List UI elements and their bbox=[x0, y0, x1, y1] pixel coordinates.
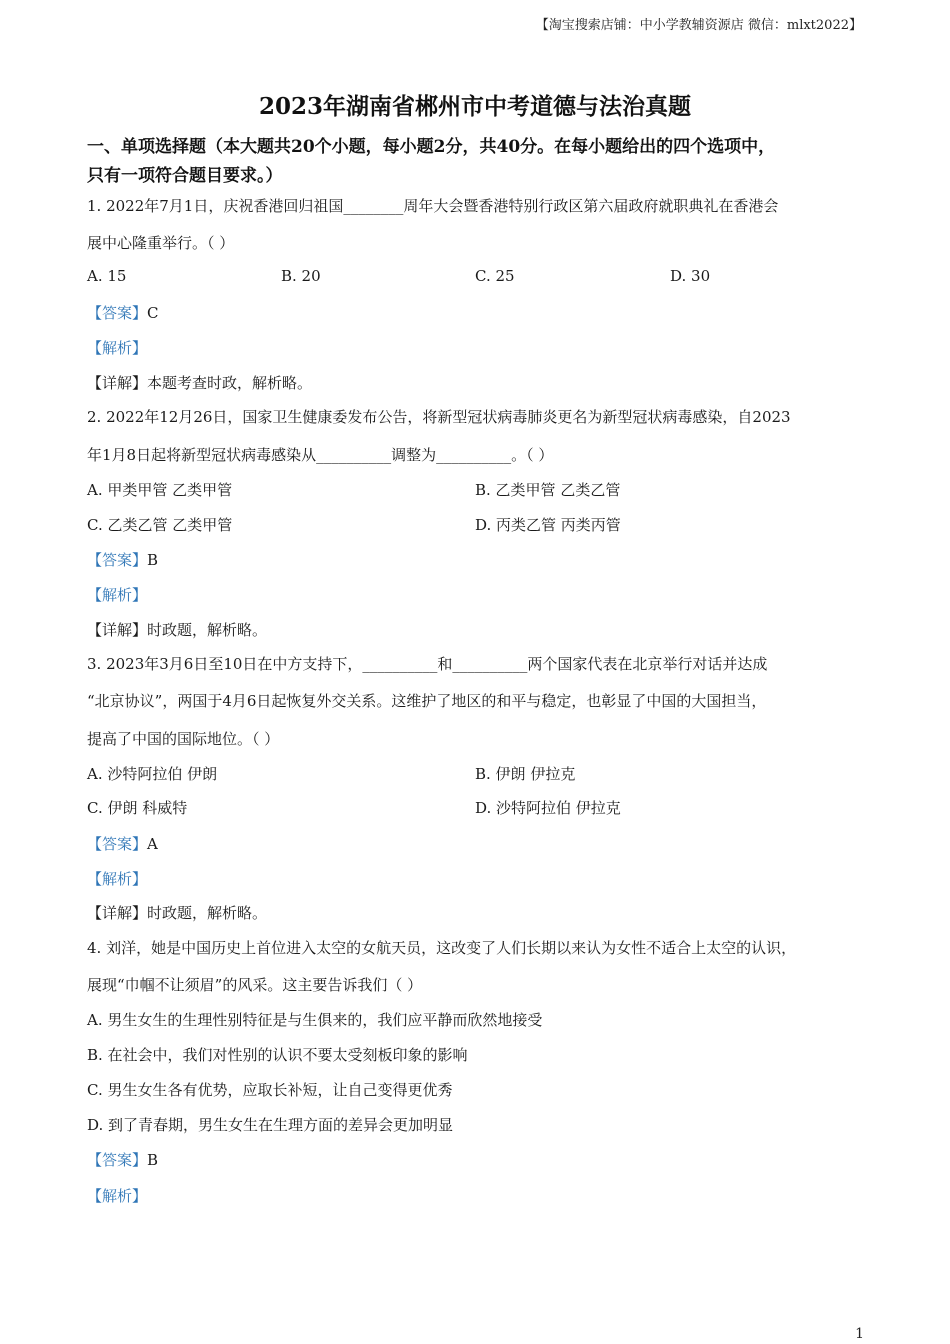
section-heading-line-1: 一、单项选择题（本大题共20个小题，每小题2分，共40分。在每小题给出的四个选项中， bbox=[87, 137, 776, 157]
question-1-option-c: C. 25 bbox=[475, 267, 515, 285]
answer-tag: 【答案】 bbox=[87, 835, 148, 853]
question-4-option-d: D. 到了青春期，男生女生在生理方面的差异会更加明显 bbox=[87, 1116, 454, 1134]
question-1-answer bbox=[87, 302, 159, 323]
question-4-option-b: B. 在社会中，我们对性别的认识不要太受刻板印象的影响 bbox=[87, 1046, 468, 1064]
section-heading-line-2: 只有一项符合题目要求。） bbox=[87, 166, 283, 186]
question-3-stem-line-1: 3. 2023年3月6日至10日在中方支持下，__________和__________两个国家代表在北京举行对话并达成 bbox=[87, 655, 768, 673]
question-3-stem-line-2: “北京协议”，两国于4月6日起恢复外交关系。这维护了地区的和平与稳定，也彰显了中国的大国担当， bbox=[87, 692, 767, 710]
question-1-option-d: D. 30 bbox=[670, 267, 711, 285]
question-2-stem-line-2: 年1月8日起将新型冠状病毒感染从__________调整为__________。（ ） bbox=[87, 446, 554, 464]
question-2-option-b: B. 乙类甲管 乙类乙管 bbox=[475, 481, 621, 499]
question-3-detail bbox=[87, 902, 267, 923]
detail-tag: 【详解】 bbox=[87, 904, 148, 922]
question-3-answer bbox=[87, 833, 158, 854]
detail-text: 时政题，解析略。 bbox=[147, 621, 268, 639]
answer-value: C bbox=[147, 304, 159, 322]
question-3-analysis-tag: 【解析】 bbox=[87, 870, 148, 888]
page-title: 2023年湖南省郴州市中考道德与法治真题 bbox=[258, 93, 691, 120]
question-2-option-d: D. 丙类乙管 丙类丙管 bbox=[475, 516, 621, 534]
question-1-option-b: B. 20 bbox=[281, 267, 321, 285]
detail-tag: 【详解】 bbox=[87, 621, 148, 639]
detail-tag: 【详解】 bbox=[87, 374, 148, 392]
question-4-stem-line-2: 展现“巾帼不让须眉”的风采。这主要告诉我们（ ） bbox=[87, 976, 423, 994]
question-2-option-c: C. 乙类乙管 乙类甲管 bbox=[87, 516, 233, 534]
section-heading bbox=[87, 133, 867, 191]
question-1-stem-line-1: 1. 2022年7月1日，庆祝香港回归祖国________周年大会暨香港特别行政区第六届政府就职典礼在香港会 bbox=[87, 197, 779, 215]
question-1-option-a: A. 15 bbox=[87, 267, 127, 285]
detail-text: 时政题，解析略。 bbox=[147, 904, 268, 922]
question-1-analysis-tag: 【解析】 bbox=[87, 339, 148, 357]
answer-value: B bbox=[147, 551, 159, 569]
answer-value: B bbox=[147, 1151, 159, 1169]
question-3-option-c: C. 伊朗 科威特 bbox=[87, 799, 188, 817]
question-4-option-c: C. 男生女生各有优势，应取长补短，让自己变得更优秀 bbox=[87, 1081, 453, 1099]
question-2-answer bbox=[87, 549, 158, 570]
question-4-analysis-tag: 【解析】 bbox=[87, 1187, 148, 1205]
header-shop-note: 【淘宝搜索店铺：中小学教辅资源店 微信：mlxt2022】 bbox=[535, 18, 862, 33]
answer-tag: 【答案】 bbox=[87, 1151, 148, 1169]
question-1-stem-line-2: 展中心隆重举行。（ ） bbox=[87, 234, 235, 252]
question-2-option-a: A. 甲类甲管 乙类甲管 bbox=[87, 481, 233, 499]
question-4-stem-line-1: 4. 刘洋，她是中国历史上首位进入太空的女航天员，这改变了人们长期以来认为女性不适合上太空的认识， bbox=[87, 939, 797, 957]
answer-tag: 【答案】 bbox=[87, 551, 148, 569]
question-3-stem-line-3: 提高了中国的国际地位。（ ） bbox=[87, 730, 280, 748]
page-number: 1 bbox=[855, 1326, 864, 1342]
detail-text: 本题考查时政，解析略。 bbox=[147, 374, 313, 392]
question-3-option-d: D. 沙特阿拉伯 伊拉克 bbox=[475, 799, 621, 817]
question-3-option-a: A. 沙特阿拉伯 伊朗 bbox=[87, 765, 218, 783]
question-3-option-b: B. 伊朗 伊拉克 bbox=[475, 765, 576, 783]
answer-tag: 【答案】 bbox=[87, 304, 148, 322]
question-1-detail bbox=[87, 372, 312, 393]
question-2-detail bbox=[87, 619, 267, 640]
question-4-answer bbox=[87, 1149, 158, 1170]
answer-value: A bbox=[147, 835, 158, 853]
question-2-analysis-tag: 【解析】 bbox=[87, 586, 148, 604]
question-2-stem-line-1: 2. 2022年12月26日，国家卫生健康委发布公告，将新型冠状病毒肺炎更名为新型冠状病毒感染，自2023 bbox=[87, 408, 791, 426]
question-4-option-a: A. 男生女生的生理性别特征是与生俱来的，我们应平静而欣然地接受 bbox=[87, 1011, 543, 1029]
